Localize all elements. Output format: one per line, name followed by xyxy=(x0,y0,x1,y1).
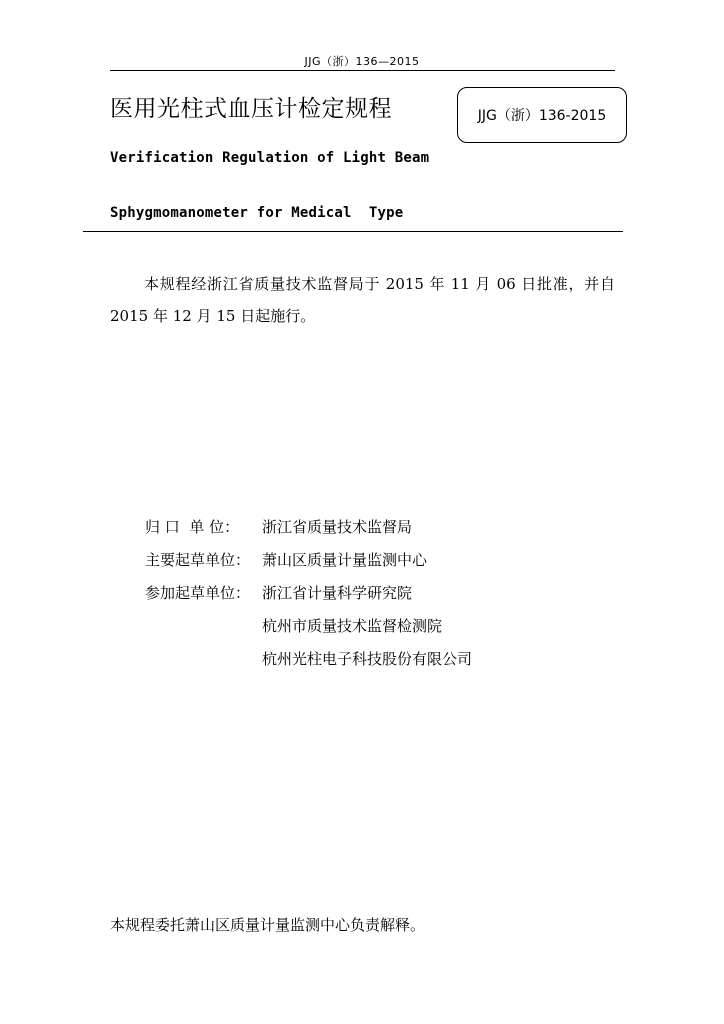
org-row-participating-3 xyxy=(145,642,472,675)
org-value: 杭州市质量技术监督检测院 xyxy=(262,617,443,635)
org-row-participating-2 xyxy=(145,609,472,642)
org-row-main-drafter xyxy=(145,543,472,576)
org-value: 杭州光柱电子科技股份有限公司 xyxy=(262,650,473,668)
org-label: 主要起草单位： xyxy=(145,551,251,569)
running-header: JJG（浙）136—2015 xyxy=(304,55,420,68)
document-title-en-line1: Verification Regulation of Light Beam xyxy=(110,150,430,166)
document-title-cn: 医用光柱式血压计检定规程 xyxy=(110,96,392,122)
header-rule xyxy=(110,70,615,71)
org-value: 萧山区质量计量监测中心 xyxy=(262,551,428,569)
interpretation-note: 本规程委托萧山区质量计量监测中心负责解释。 xyxy=(110,916,426,934)
org-row-centralized xyxy=(145,510,472,543)
org-value: 浙江省计量科学研究院 xyxy=(262,584,413,602)
document-title-en-line2: Sphygmomanometer for Medical Type xyxy=(110,205,404,221)
org-label: 参加起草单位： xyxy=(145,584,251,602)
document-code: JJG（浙）136-2015 xyxy=(477,108,607,124)
organizations-list xyxy=(145,510,472,675)
document-code-box xyxy=(457,87,627,143)
title-rule xyxy=(83,231,623,232)
org-label: 归 口 单 位： xyxy=(145,518,240,536)
org-value: 浙江省质量技术监督局 xyxy=(262,518,413,536)
approval-statement: 本规程经浙江省质量技术监督局于 2015 年 11 月 06 日批准，并自 2015 年 12 月 15 日起施行。 xyxy=(110,275,615,325)
org-row-participating-1 xyxy=(145,576,472,609)
